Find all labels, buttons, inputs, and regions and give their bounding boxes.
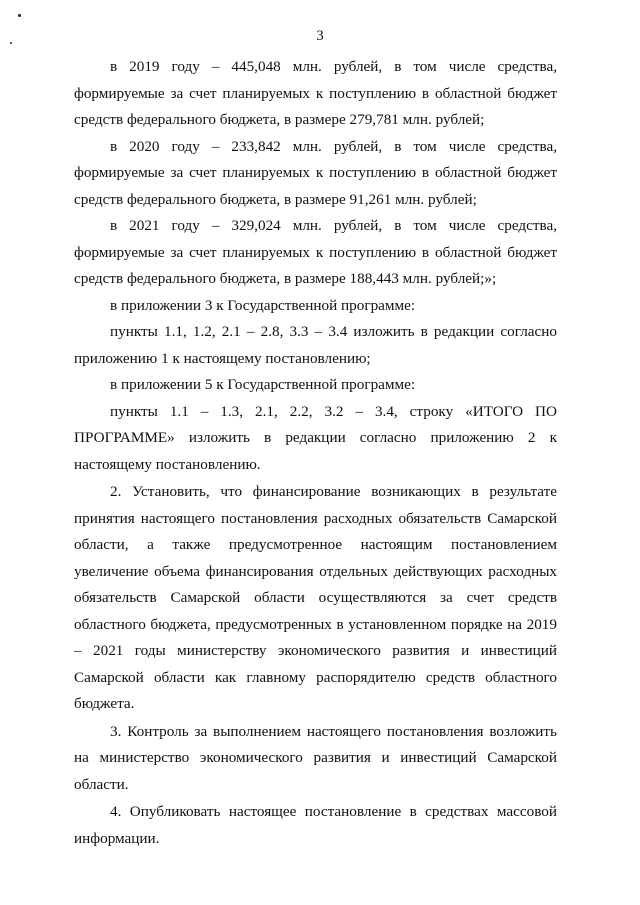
paragraph-appendix-5-items: пункты 1.1 – 1.3, 2.1, 2.2, 3.2 – 3.4, строку «ИТОГО ПО ПРОГРАММЕ» изложить в редакции согласно приложению 2 к настоящему постановлению. <box>74 402 557 473</box>
paragraph-appendix-3-items: пункты 1.1, 1.2, 2.1 – 2.8, 3.3 – 3.4 изложить в редакции согласно приложению 1 к настоящему постановлению; <box>74 323 557 367</box>
scan-speck <box>18 14 21 17</box>
paragraph-appendix-5-heading: в приложении 5 к Государственной программе: <box>110 376 416 393</box>
paragraph-2021-funding: в 2021 году – 329,024 млн. рублей, в том числе средства, формируемые за счет планируемых к поступлению в областной бюджет средств федерального бюджета, в размере 188,443 млн. рублей;»; <box>74 217 557 287</box>
page-number: 3 <box>316 28 324 44</box>
paragraph-2019-funding: в 2019 году – 445,048 млн. рублей, в том числе средства, формируемые за счет планируемых к поступлению в областной бюджет средств федерального бюджета, в размере 279,781 млн. рублей; <box>74 58 557 128</box>
paragraph-clause-4: 4. Опубликовать настоящее постановление в средствах массовой информации. <box>74 803 557 847</box>
paragraph-clause-2: 2. Установить, что финансирование возникающих в результате принятия настоящего постановления расходных обязательств Самарской области, а также предусмотренное настоящим постановлением увеличение объема финансирования отдельных действующих расходных обязательств Самарской области осуществляются за счет средств областного бюджета, предусмотренных в установленном порядке на 2019 – 2021 годы министерству экономического развития и инвестиций Самарской области как главному распорядителю средств областного бюджета. <box>74 483 557 712</box>
paragraph-appendix-3-heading: в приложении 3 к Государственной программе: <box>110 296 416 314</box>
paragraph-2020-funding: в 2020 году – 233,842 млн. рублей, в том числе средства, формируемые за счет планируемых к поступлению в областной бюджет средств федерального бюджета, в размере 91,261 млн. рублей; <box>74 137 557 208</box>
paragraph-clause-3: 3. Контроль за выполнением настоящего постановления возложить на министерство экономического развития и инвестиций Самарской области. <box>74 722 557 793</box>
document-body <box>74 54 557 852</box>
